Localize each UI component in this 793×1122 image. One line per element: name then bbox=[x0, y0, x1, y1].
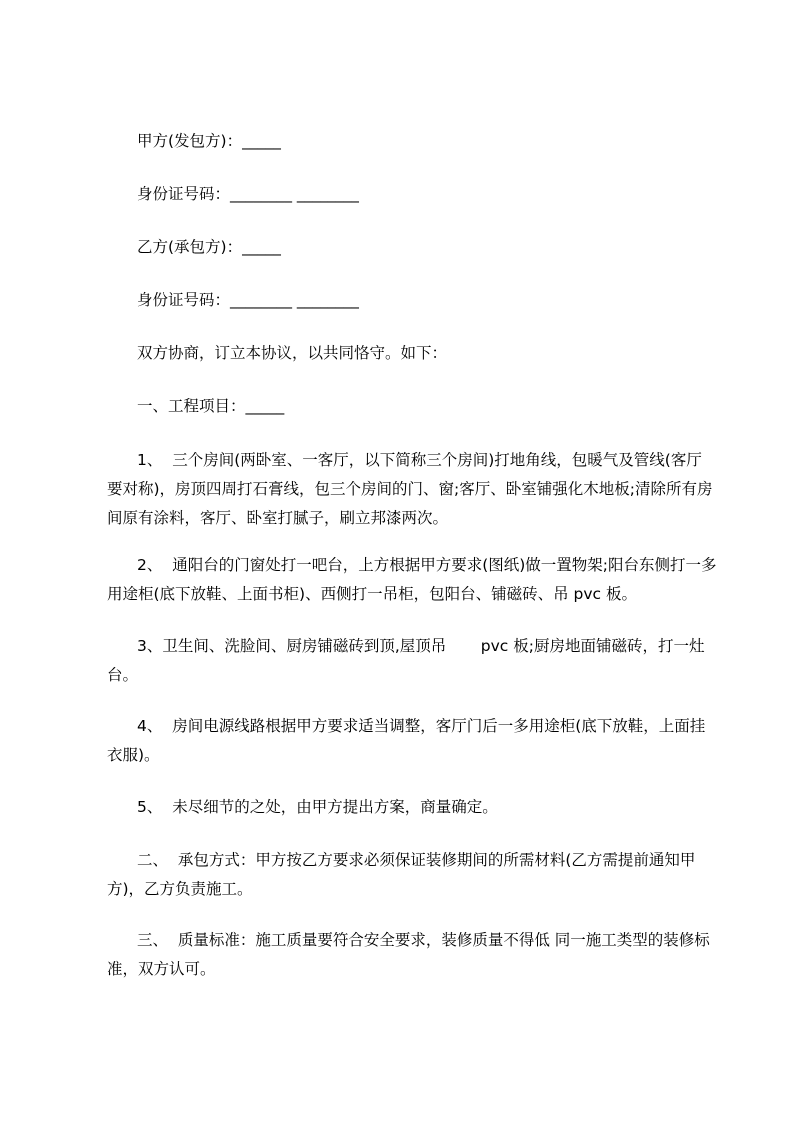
section1-heading: 一、工程项目：_____ bbox=[137, 397, 285, 415]
intro-paragraph: 双方协商，订立本协议，以共同恪守。如下： bbox=[137, 344, 448, 362]
party-b-field: 乙方(承包方)：_____ bbox=[137, 238, 281, 256]
item-5-paragraph: 5、 未尽细节的之处，由甲方提出方案，商量确定。 bbox=[137, 798, 498, 816]
section3-paragraph: 三、 质量标准：施工质量要符合安全要求，装修质量不得低 同一施工类型的装修标准，双方认可。 bbox=[107, 931, 710, 978]
item-4-paragraph: 4、 房间电源线路根据甲方要求适当调整，客厅门后一多用途柜(底下放鞋，上面挂衣服)。 bbox=[107, 717, 706, 764]
party-a-field: 甲方(发包方)：_____ bbox=[137, 132, 281, 150]
party-a-id-field: 身份证号码：________ ________ bbox=[137, 185, 359, 203]
item-2-paragraph: 2、 通阳台的门窗处打一吧台，上方根据甲方要求(图纸)做一置物架;阳台东侧打一多用途柜(底下放鞋、上面书柜)、西侧打一吊柜，包阳台、铺磁砖、吊 pvc 板。 bbox=[107, 556, 717, 603]
section2-paragraph: 二、 承包方式：甲方按乙方要求必须保证装修期间的所需材料(乙方需提前通知甲方)，乙方负责施工。 bbox=[107, 851, 696, 898]
item-1-paragraph: 1、 三个房间(两卧室、一客厅，以下简称三个房间)打地角线，包暖气及管线(客厅要对称)，房顶四周打石膏线，包三个房间的门、窗;客厅、卧室铺强化木地板;清除所有房间原有涂料，客厅、卧室打腻子，刷立邦漆两次。 bbox=[107, 451, 713, 527]
item-3-paragraph: 3、卫生间、洗脸间、厨房铺磁砖到顶,屋顶吊 pvc 板;厨房地面铺磁砖，打一灶台。 bbox=[107, 637, 705, 684]
party-b-id-field: 身份证号码：________ ________ bbox=[137, 291, 359, 309]
